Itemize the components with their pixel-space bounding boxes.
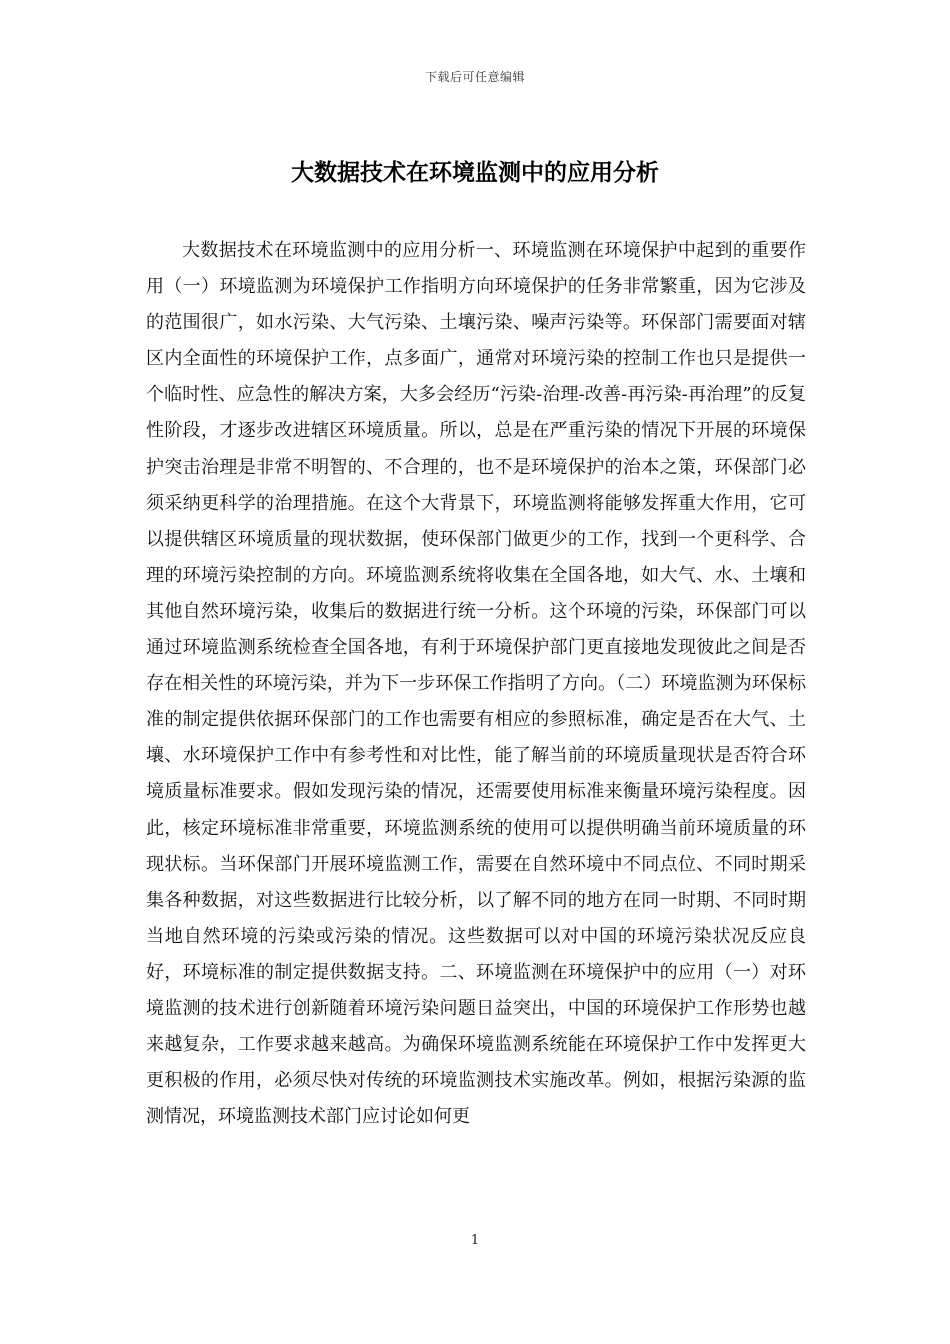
document-title: 大数据技术在环境监测中的应用分析 (291, 160, 659, 186)
header-note: 下载后可任意编辑 (424, 70, 525, 84)
body-paragraph: 大数据技术在环境监测中的应用分析一、环境监测在环境保护中起到的重要作用（一）环境监测为环境保护工作指明方向环境保护的任务非常繁重，因为它涉及的范围很广，如水污染、大气污染、土壤污染、噪声污染等。环保部门需要面对辖区内全面性的环境保护工作，点多面广，通常对环境污染的控制工作也只是提供一个临时性、应急性的解决方案，大多会经历“污染-治理-改善-再污染-再治理”的反复性阶段，才逐步改进辖区环境质量。所以，总是在严重污染的情况下开展的环境保护突击治理是非常不明智的、不合理的，也不是环境保护的治本之策，环保部门必须采纳更科学的治理措施。在这个大背景下，环境监测将能够发挥重大作用，它可以提供辖区环境质量的现状数据，使环保部门做更少的工作，找到一个更科学、合理的环境污染控制的方向。环境监测系统将收集在全国各地，如大气、水、土壤和其他自然环境污染，收集后的数据进行统一分析。这个环境的污染，环保部门可以通过环境监测系统检查全国各地，有利于环境保护部门更直接地发现彼此之间是否存在相关性的环境污染，并为下一步环保工作指明了方向。（二）环境监测为环保标准的制定提供依据环保部门的工作也需要有相应的参照标准，确定是否在大气、土壤、水环境保护工作中有参考性和对比性，能了解当前的环境质量现状是否符合环境质量标准要求。假如发现污染的情况，还需要使用标准来衡量环境污染程度。因此，核定环境标准非常重要，环境监测系统的使用可以提供明确当前环境质量的环现状标。当环保部门开展环境监测工作，需要在自然环境中不同点位、不同时期采集各种数据，对这些数据进行比较分析，以了解不同的地方在同一时期、不同时期当地自然环境的污染或污染的情况。这些数据可以对中国的环境污染状况反应良好，环境标准的制定提供数据支持。二、环境监测在环境保护中的应用（一）对环境监测的技术进行创新随着环境污染问题日益突出，中国的环境保护工作形势也越来越复杂，工作要求越来越高。为确保环境监测系统能在环境保护工作中发挥更大更积极的作用，必须尽快对传统的环境监测技术实施改革。例如，根据污染源的监测情况，环境监测技术部门应讨论如何更 (146, 240, 806, 1128)
page-number: 1 (470, 1233, 480, 1248)
